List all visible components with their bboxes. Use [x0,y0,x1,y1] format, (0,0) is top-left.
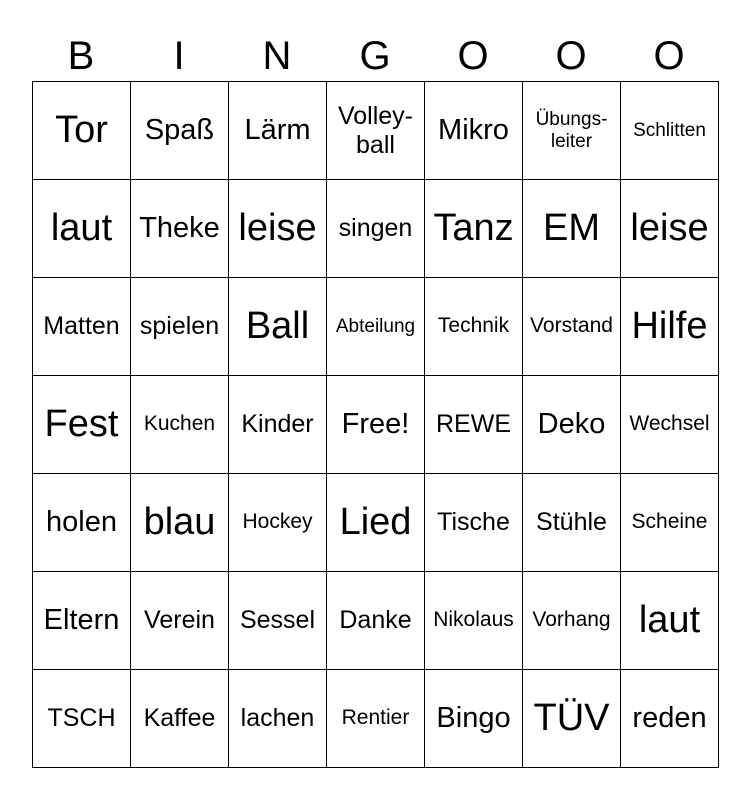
bingo-cell[interactable]: Kaffee [131,670,229,768]
bingo-cell[interactable]: Theke [131,180,229,278]
bingo-cell[interactable]: Deko [523,376,621,474]
bingo-cell[interactable]: Spaß [131,82,229,180]
bingo-cell[interactable]: laut [621,572,719,670]
bingo-cell[interactable]: Volley- ball [327,82,425,180]
bingo-cell[interactable]: leise [229,180,327,278]
header-letter: O [653,34,685,78]
bingo-cell[interactable]: blau [131,474,229,572]
bingo-cell[interactable]: Schlitten [621,82,719,180]
header-letter: I [173,34,185,78]
bingo-cell[interactable]: Verein [131,572,229,670]
bingo-cell[interactable]: Danke [327,572,425,670]
bingo-cell[interactable]: Scheine [621,474,719,572]
bingo-cell[interactable]: Rentier [327,670,425,768]
bingo-cell[interactable]: reden [621,670,719,768]
bingo-cell[interactable]: leise [621,180,719,278]
bingo-cell[interactable]: Matten [33,278,131,376]
bingo-cell[interactable]: Fest [33,376,131,474]
bingo-cell[interactable]: Lied [327,474,425,572]
bingo-board [32,81,719,768]
bingo-cell[interactable]: Sessel [229,572,327,670]
bingo-cell[interactable]: Kinder [229,376,327,474]
bingo-cell[interactable]: REWE [425,376,523,474]
bingo-cell[interactable]: Tanz [425,180,523,278]
bingo-cell[interactable]: TSCH [33,670,131,768]
header-letter: G [359,34,391,78]
bingo-cell[interactable]: Vorhang [523,572,621,670]
bingo-cell[interactable]: laut [33,180,131,278]
bingo-cell[interactable]: Mikro [425,82,523,180]
bingo-cell[interactable]: Übungs- leiter [523,82,621,180]
bingo-cell[interactable]: Vorstand [523,278,621,376]
bingo-cell[interactable]: TÜV [523,670,621,768]
bingo-cell[interactable]: singen [327,180,425,278]
header-letter: O [555,34,587,78]
bingo-cell[interactable]: spielen [131,278,229,376]
bingo-cell[interactable]: lachen [229,670,327,768]
bingo-cell[interactable]: Stühle [523,474,621,572]
bingo-cell[interactable]: Ball [229,278,327,376]
bingo-cell[interactable]: Nikolaus [425,572,523,670]
bingo-cell[interactable]: Tische [425,474,523,572]
bingo-cell[interactable]: Free! [327,376,425,474]
header-letter: B [67,34,95,78]
bingo-cell[interactable]: Hockey [229,474,327,572]
bingo-cell[interactable]: Hilfe [621,278,719,376]
bingo-header [32,32,718,80]
bingo-cell[interactable]: EM [523,180,621,278]
bingo-cell[interactable]: Bingo [425,670,523,768]
bingo-cell[interactable]: Wechsel [621,376,719,474]
bingo-cell[interactable]: Technik [425,278,523,376]
bingo-cell[interactable]: Abteilung [327,278,425,376]
header-letter: O [457,34,489,78]
header-letter: N [262,34,292,78]
bingo-cell[interactable]: Eltern [33,572,131,670]
bingo-cell[interactable]: holen [33,474,131,572]
bingo-cell[interactable]: Lärm [229,82,327,180]
bingo-cell[interactable]: Tor [33,82,131,180]
bingo-cell[interactable]: Kuchen [131,376,229,474]
